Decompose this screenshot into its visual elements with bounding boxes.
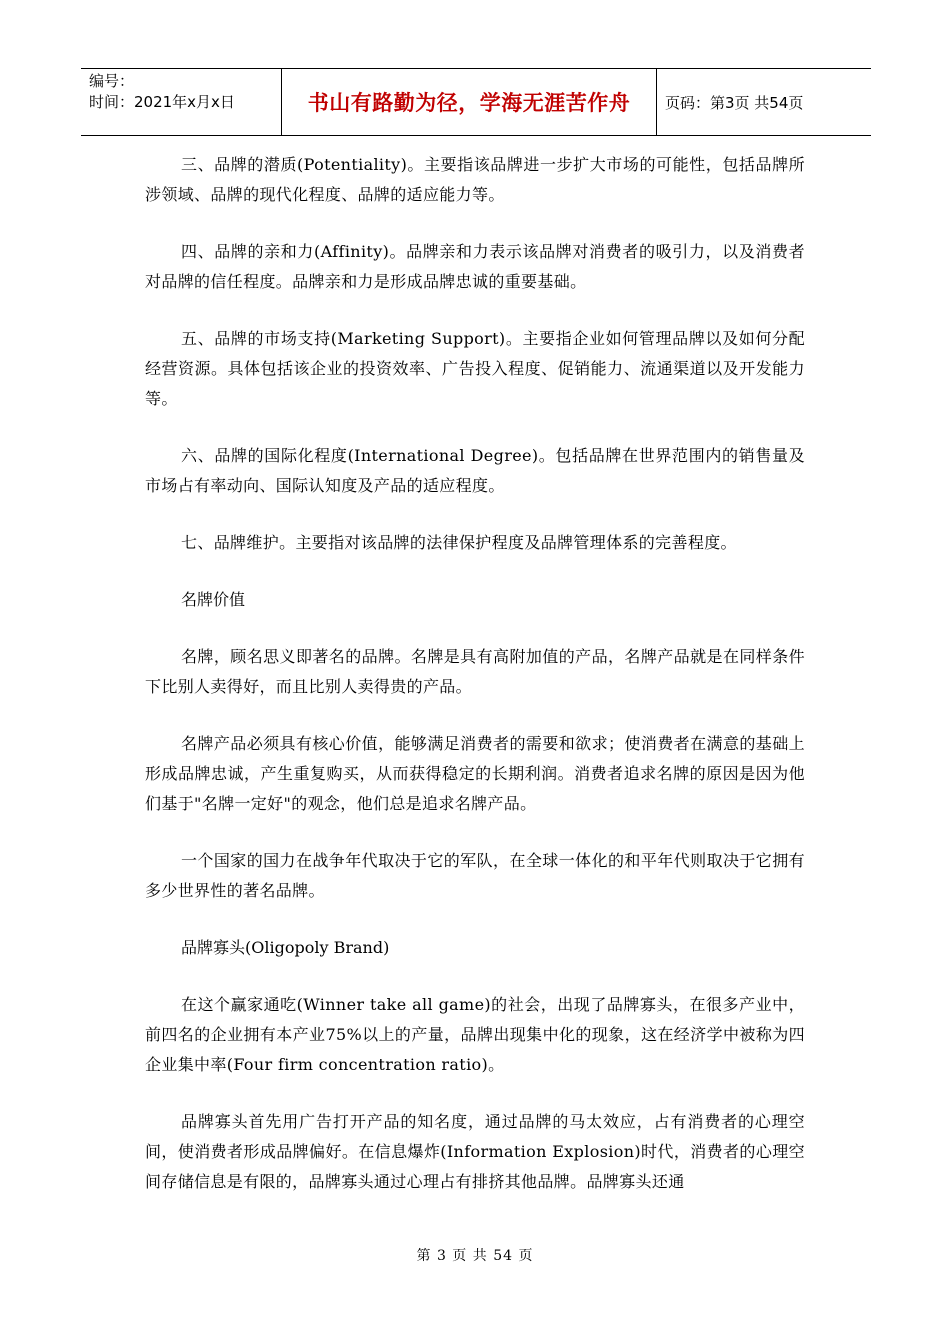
paragraph-brand-potentiality: 三、品牌的潜质(Potentiality)。主要指该品牌进一步扩大市场的可能性，包括品牌所涉领域、品牌的现代化程度、品牌的适应能力等。 [145, 155, 805, 204]
paragraph-international-degree: 六、品牌的国际化程度(International Degree)。包括品牌在世界范围内的销售量及市场占有率动向、国际认知度及产品的适应程度。 [145, 446, 805, 495]
header-motto-cell [282, 69, 657, 135]
paragraph-brand-maintenance: 七、品牌维护。主要指对该品牌的法律保护程度及品牌管理体系的完善程度。 [181, 533, 737, 552]
document-body [145, 150, 805, 1224]
header-page-info [657, 69, 871, 135]
footer-page-number: 第 3 页 共 54 页 [416, 1248, 534, 1264]
header-meta [81, 69, 282, 135]
paragraph-brand-affinity: 四、品牌的亲和力(Affinity)。品牌亲和力表示该品牌对消费者的吸引力，以及消费者对品牌的信任程度。品牌亲和力是形成品牌忠诚的重要基础。 [145, 242, 805, 291]
paragraph-marketing-support: 五、品牌的市场支持(Marketing Support)。主要指企业如何管理品牌以及如何分配经营资源。具体包括该企业的投资效率、广告投入程度、促销能力、流通渠道以及开发能力等。 [145, 329, 805, 408]
paragraph-winner-take-all: 在这个赢家通吃(Winner take all game)的社会，出现了品牌寡头，在很多产业中，前四名的企业拥有本产业75%以上的产量，品牌出现集中化的现象，这在经济学中被称为四企业集中率(Four firm concentration ratio)。 [145, 995, 805, 1074]
document-date: 时间：2021年x月x日 [89, 93, 235, 111]
section-heading-famous-brand-value: 名牌价值 [181, 590, 246, 609]
page-footer [0, 1245, 950, 1265]
paragraph-core-value: 名牌产品必须具有核心价值，能够满足消费者的需要和欲求；使消费者在满意的基础上形成品牌忠诚，产生重复购买，从而获得稳定的长期利润。消费者追求名牌的原因是因为他们基于"名牌一定好"的观念，他们总是追求名牌产品。 [145, 734, 805, 813]
header-motto: 书山有路勤为径，学海无涯苦作舟 [307, 91, 631, 115]
page-header [81, 68, 871, 136]
paragraph-national-power: 一个国家的国力在战争年代取决于它的军队，在全球一体化的和平年代则取决于它拥有多少世界性的著名品牌。 [145, 851, 805, 900]
paragraph-famous-brand-definition: 名牌，顾名思义即著名的品牌。名牌是具有高附加值的产品，名牌产品就是在同样条件下比别人卖得好，而且比别人卖得贵的产品。 [145, 647, 805, 696]
document-number-label: 编号： [89, 72, 135, 90]
section-heading-oligopoly-brand: 品牌寡头(Oligopoly Brand) [181, 938, 390, 957]
page-info-text: 页码：第3页 共54页 [665, 93, 804, 112]
paragraph-oligopoly-advertising: 品牌寡头首先用广告打开产品的知名度，通过品牌的马太效应，占有消费者的心理空间，使消费者形成品牌偏好。在信息爆炸(Information Explosion)时代，消费者的心理空间存储信息是有限的，品牌寡头通过心理占有排挤其他品牌。品牌寡头还通 [145, 1112, 805, 1191]
